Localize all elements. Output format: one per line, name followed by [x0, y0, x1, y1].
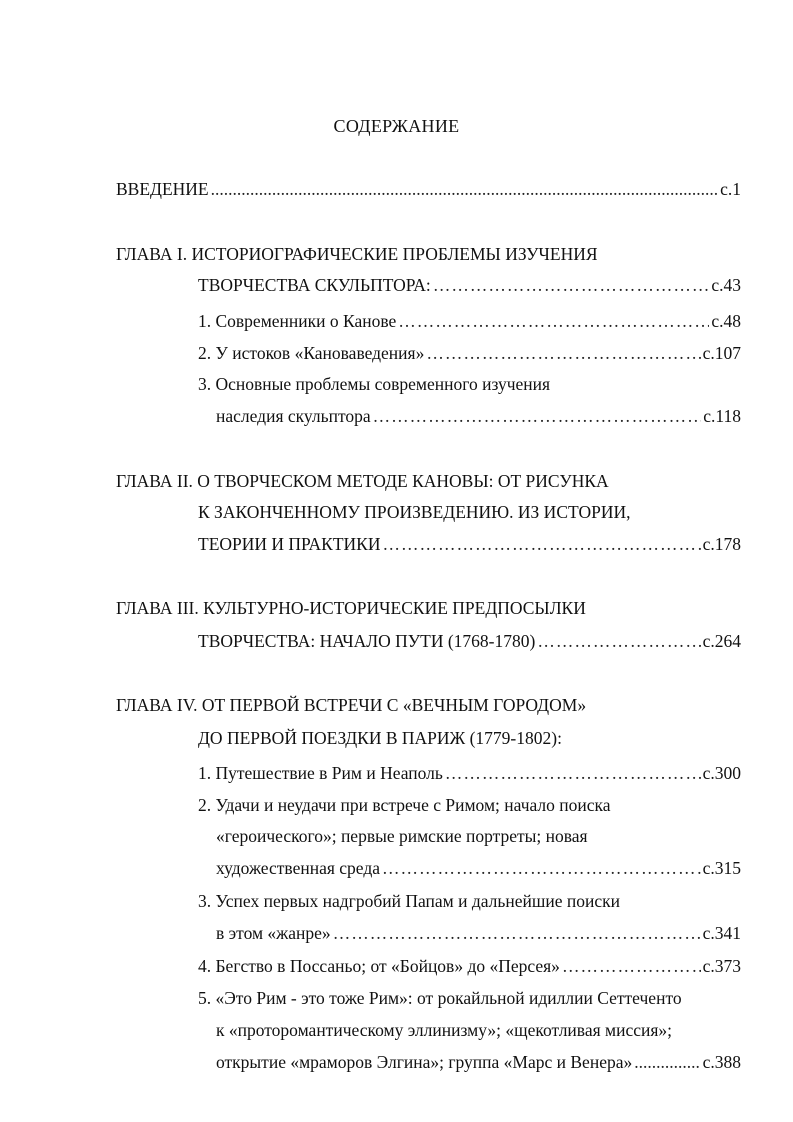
toc-page-number: с.264 [702, 631, 741, 651]
toc-entry-text: ВВЕДЕНИЕ [116, 179, 209, 199]
chapter-4-heading-line2: ДО ПЕРВОЙ ПОЕЗДКИ В ПАРИЖ (1779-1802): [198, 728, 562, 748]
toc-leader-dots [211, 178, 718, 200]
chapter-1-heading: ГЛАВА I. ИСТОРИОГРАФИЧЕСКИЕ ПРОБЛЕМЫ ИЗУЧЕНИЯ [116, 244, 598, 264]
toc-page-number: с.388 [702, 1052, 741, 1072]
toc-entry-text: ТЕОРИИ И ПРАКТИКИ [198, 534, 381, 554]
toc-entry-4-5 [216, 1051, 741, 1073]
toc-entry-text: открытие «мраморов Элгина»; группа «Марс и Венера» [216, 1052, 633, 1072]
toc-entry-chapter-3 [198, 630, 741, 652]
chapter-2-heading-line1: ГЛАВА II. О ТВОРЧЕСКОМ МЕТОДЕ КАНОВЫ: ОТ РИСУНКА [116, 471, 609, 491]
toc-leader-dots [373, 405, 702, 427]
toc-entry-text: наследия скульптора [216, 406, 371, 426]
toc-leader-dots [382, 857, 701, 879]
toc-page-number: с.373 [702, 956, 741, 976]
toc-entry-text: 1. Современники о Канове [198, 311, 397, 331]
toc-entry-4-3-line1: 3. Успех первых надгробий Папам и дальнейшие поиски [198, 891, 620, 911]
toc-entry-intro [116, 178, 741, 200]
toc-page-number: с.341 [702, 923, 741, 943]
toc-entry-4-2-line1: 2. Удачи и неудачи при встрече с Римом; начало поиска [198, 795, 611, 815]
toc-entry-chapter-1 [198, 274, 741, 296]
chapter-2-heading-line2: К ЗАКОНЧЕННОМУ ПРОИЗВЕДЕНИЮ. ИЗ ИСТОРИИ, [198, 502, 631, 522]
chapter-3-heading: ГЛАВА III. КУЛЬТУРНО-ИСТОРИЧЕСКИЕ ПРЕДПОСЫЛКИ [116, 598, 586, 618]
chapter-4-heading-line1: ГЛАВА IV. ОТ ПЕРВОЙ ВСТРЕЧИ С «ВЕЧНЫМ ГОРОДОМ» [116, 695, 587, 715]
toc-entry-4-5-line1: 5. «Это Рим - это тоже Рим»: от рокайльной идиллии Сеттеченто [198, 988, 682, 1008]
toc-leader-dots [433, 274, 710, 296]
toc-leader-dots [333, 922, 701, 944]
toc-page-number: с.1 [720, 179, 741, 199]
toc-leader-dots [562, 955, 701, 977]
toc-entry-4-1 [198, 762, 741, 784]
toc-page-number: с.300 [702, 763, 741, 783]
toc-entry-4-3 [216, 922, 741, 944]
toc-page-number: с.48 [711, 311, 741, 331]
toc-entry-1-3 [216, 405, 741, 427]
toc-entry-text: ТВОРЧЕСТВА СКУЛЬПТОРА: [198, 275, 431, 295]
toc-entry-text: 2. У истоков «Кановаведения» [198, 343, 425, 363]
page-title: СОДЕРЖАНИЕ [333, 116, 460, 136]
toc-entry-1-1 [198, 310, 741, 332]
toc-entry-text: 4. Бегство в Поссаньо; от «Бойцов» до «Персея» [198, 956, 560, 976]
toc-leader-dots [445, 762, 701, 784]
toc-entry-1-3-line1: 3. Основные проблемы современного изучения [198, 374, 551, 394]
toc-leader-dots [383, 533, 701, 555]
toc-page-number: с.178 [702, 534, 741, 554]
toc-entry-4-2 [216, 857, 741, 879]
toc-entry-4-4 [198, 955, 741, 977]
toc-leader-dots [398, 310, 709, 332]
toc-entry-text: ТВОРЧЕСТВА: НАЧАЛО ПУТИ (1768-1780) [198, 631, 536, 651]
toc-leader-dots [426, 342, 700, 364]
toc-entry-4-2-line2: «героического»; первые римские портреты; новая [216, 826, 588, 846]
toc-entry-text: в этом «жанре» [216, 923, 331, 943]
toc-leader-dots [537, 630, 700, 652]
toc-entry-1-2 [198, 342, 741, 364]
toc-entry-text: художественная среда [216, 858, 381, 878]
toc-page-number: с.118 [703, 406, 741, 426]
toc-leader-dots [634, 1051, 700, 1073]
toc-entry-text: 1. Путешествие в Рим и Неаполь [198, 763, 443, 783]
toc-page-number: с.107 [702, 343, 741, 363]
toc-entry-4-5-line2: к «проторомантическому эллинизму»; «щекотливая миссия»; [216, 1020, 673, 1040]
toc-page-number: с.43 [711, 275, 741, 295]
toc-page-number: с.315 [702, 858, 741, 878]
toc-entry-chapter-2 [198, 533, 741, 555]
